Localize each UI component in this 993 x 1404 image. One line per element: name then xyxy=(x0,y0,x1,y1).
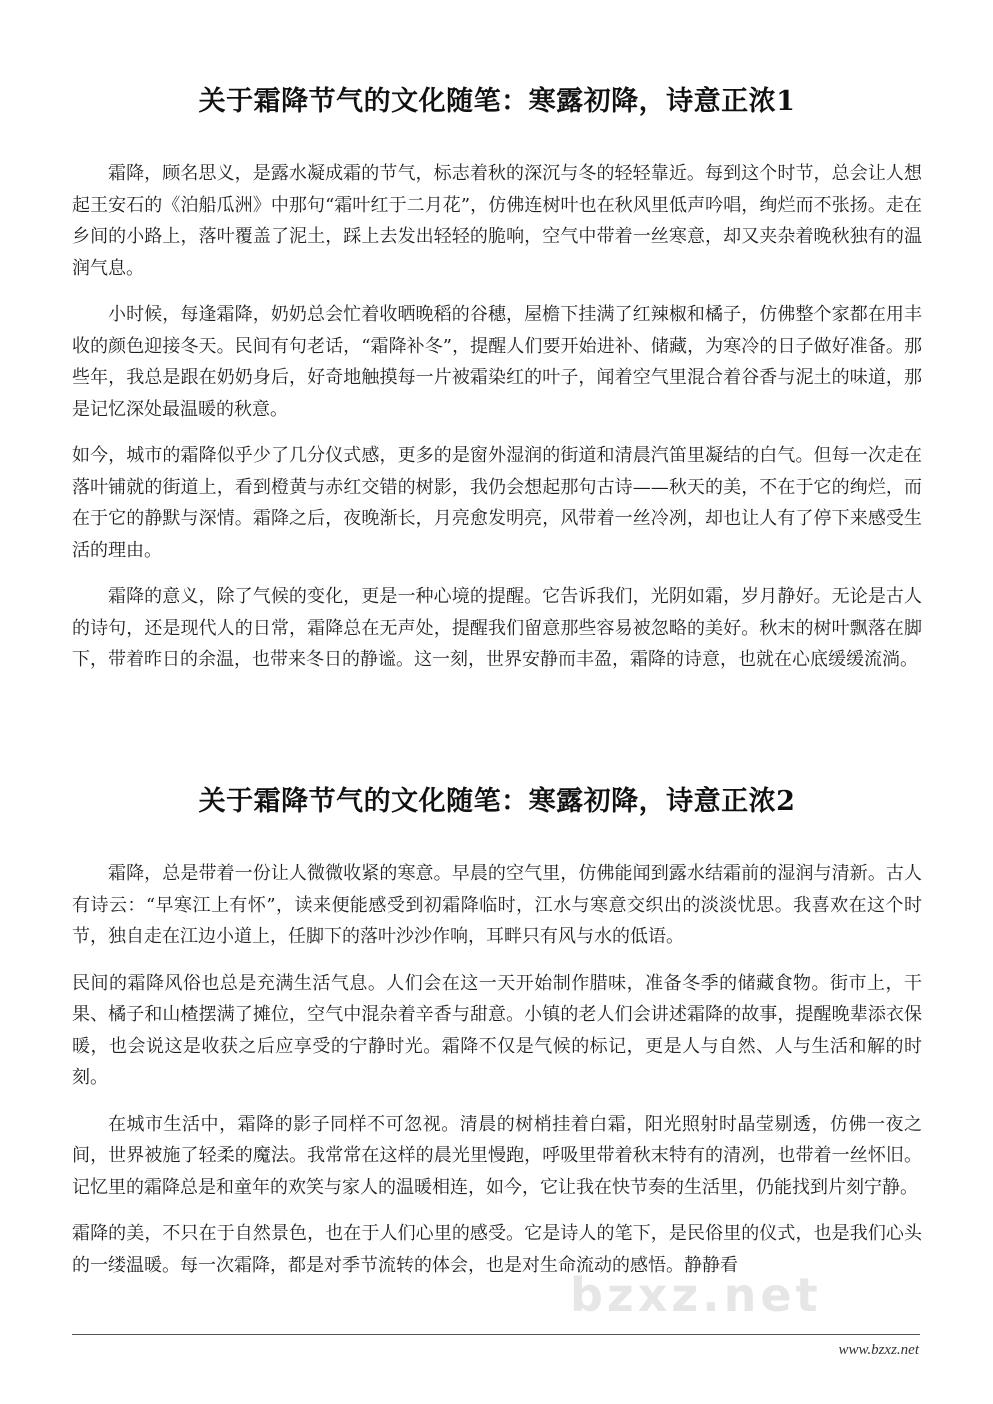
article-1-paragraph-2: 小时候，每逢霜降，奶奶总会忙着收晒晚稻的谷穗，屋檐下挂满了红辣椒和橘子，仿佛整个家都在用丰收的颜色迎接冬天。民间有句老话，“霜降补冬”，提醒人们要开始进补、储藏，为寒冷的日子做好准备。那些年，我总是跟在奶奶身后，好奇地触摸每一片被霜染红的叶子，闻着空气里混合着谷香与泥土的味道，那是记忆深处最温暖的秋意。 xyxy=(72,304,922,420)
footer-divider xyxy=(72,1334,920,1335)
article-1 xyxy=(72,82,922,691)
article-2-paragraph-3: 在城市生活中，霜降的影子同样不可忽视。清晨的树梢挂着白霜，阳光照射时晶莹剔透，仿佛一夜之间，世界被施了轻柔的魔法。我常常在这样的晨光里慢跑，呼吸里带着秋末特有的清冽，也带着一丝怀旧。记忆里的霜降总是和童年的欢笑与家人的温暖相连，如今，它让我在快节奏的生活里，仍能找到片刻宁静。 xyxy=(72,1113,922,1198)
article-2-paragraph-4: 霜降的美，不只在于自然景色，也在于人们心里的感受。它是诗人的笔下，是民俗里的仪式，也是我们心头的一缕温暖。每一次霜降，都是对季节流转的体会，也是对生命流动的感悟。静静看 xyxy=(72,1223,922,1276)
site-watermark: bzxz.net xyxy=(570,1268,822,1322)
article-1-paragraph-3: 如今，城市的霜降似乎少了几分仪式感，更多的是窗外湿润的街道和清晨汽笛里凝结的白气。但每一次走在落叶铺就的街道上，看到橙黄与赤红交错的树影，我仍会想起那句古诗——秋天的美，不在于它的绚烂，而在于它的静默与深情。霜降之后，夜晚渐长，月亮愈发明亮，风带着一丝冷冽，却也让人有了停下来感受生活的理由。 xyxy=(72,445,922,561)
article-1-paragraph-4: 霜降的意义，除了气候的变化，更是一种心境的提醒。它告诉我们，光阴如霜，岁月静好。无论是古人的诗句，还是现代人的日常，霜降总在无声处，提醒我们留意那些容易被忽略的美好。秋末的树叶飘落在脚下，带着昨日的余温，也带来冬日的静谧。这一刻，世界安静而丰盈，霜降的诗意，也就在心底缓缓流淌。 xyxy=(72,586,922,670)
footer-site-link[interactable]: www.bzxz.net xyxy=(838,1342,919,1358)
article-1-title: 关于霜降节气的文化随笔：寒露初降，诗意正浓1 xyxy=(198,86,796,117)
article-1-paragraph-1: 霜降，顾名思义，是露水凝成霜的节气，标志着秋的深沉与冬的轻轻靠近。每到这个时节，总会让人想起王安石的《泊船瓜洲》中那句“霜叶红于二月花”，仿佛连树叶也在秋风里低声吟唱，绚烂而不张扬。走在乡间的小路上，落叶覆盖了泥土，踩上去发出轻轻的脆响，空气中带着一丝寒意，却又夹杂着晚秋独有的温润气息。 xyxy=(72,163,922,279)
article-2-paragraph-2: 民间的霜降风俗也总是充满生活气息。人们会在这一天开始制作腊味，准备冬季的储藏食物。街市上，干果、橘子和山楂摆满了摊位，空气中混杂着辛香与甜意。小镇的老人们会讲述霜降的故事，提醒晚辈添衣保暖，也会说这是收获之后应享受的宁静时光。霜降不仅是气候的标记，更是人与自然、人与生活和解的时刻。 xyxy=(72,972,922,1088)
article-2-paragraph-1: 霜降，总是带着一份让人微微收紧的寒意。早晨的空气里，仿佛能闻到露水结霜前的湿润与清新。古人有诗云：“早寒江上有怀”，读来便能感受到初霜降临时，江水与寒意交织出的淡淡忧思。我喜欢在这个时节，独自走在江边小道上，任脚下的落叶沙沙作响，耳畔只有风与水的低语。 xyxy=(72,863,922,947)
article-2-title: 关于霜降节气的文化随笔：寒露初降，诗意正浓2 xyxy=(198,786,796,817)
article-2 xyxy=(72,782,922,1296)
